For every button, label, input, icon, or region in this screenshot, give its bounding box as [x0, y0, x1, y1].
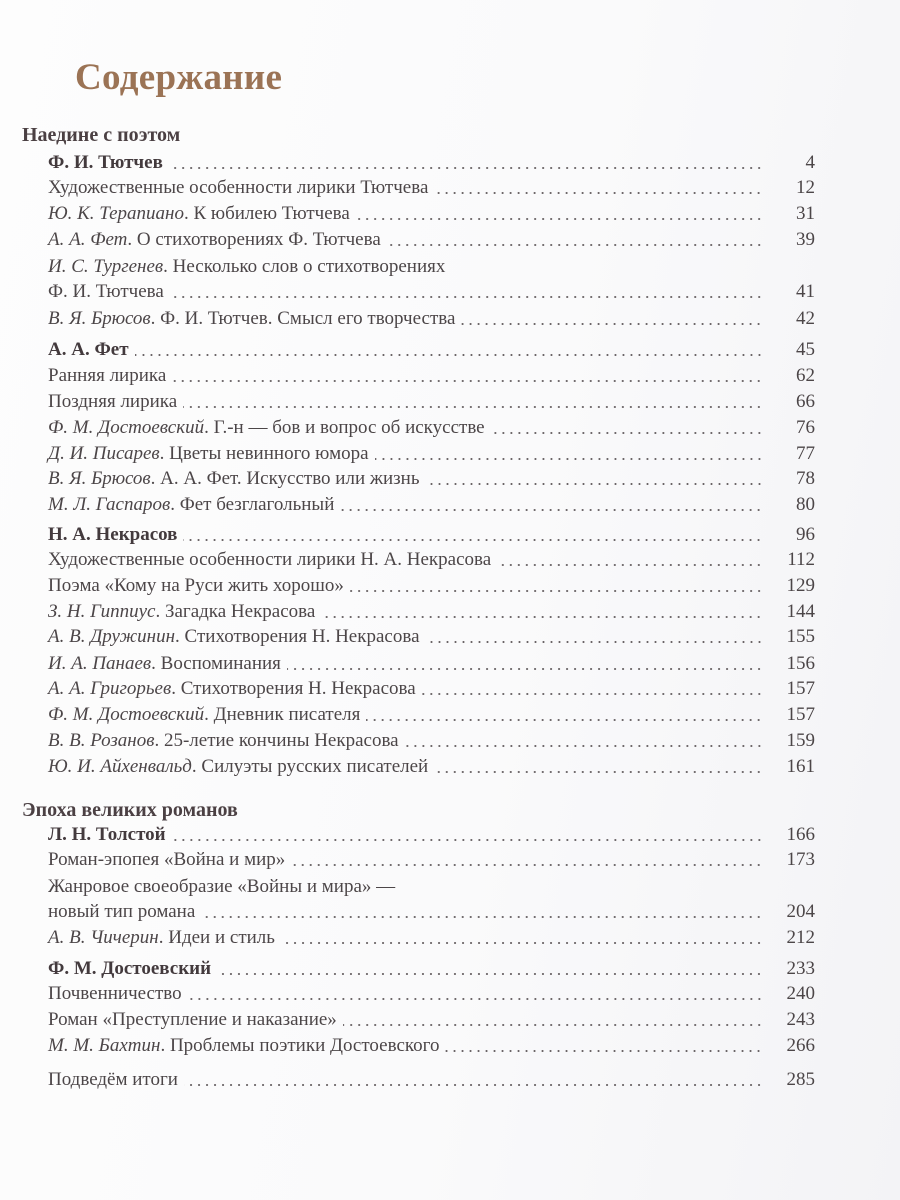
toc-entry[interactable] — [48, 363, 815, 389]
page-number: 42 — [796, 308, 815, 329]
entry-author: В. В. Розанов — [48, 730, 155, 751]
leader-dots — [350, 589, 763, 593]
entry-label: В. Я. Брюсов. А. А. Фет. Искусство или жизнь — [48, 468, 420, 489]
toc-entry[interactable] — [48, 175, 815, 201]
leader-dots — [387, 243, 763, 247]
leader-dots — [172, 379, 763, 383]
toc-entry[interactable] — [48, 874, 815, 900]
entry-label: И. А. Панаев. Воспоминания — [48, 653, 281, 674]
section-heading-epokha[interactable]: Эпоха великих романов — [22, 799, 238, 821]
leader-dots — [201, 915, 763, 919]
leader-dots — [321, 615, 763, 619]
page-number: 112 — [787, 549, 815, 570]
leader-dots — [491, 431, 763, 435]
leader-dots — [169, 166, 763, 170]
entry-label: Ф. М. Достоевский. Г.-н — бов и вопрос об искусстве — [48, 417, 485, 438]
entry-label: А. А. Григорьев. Стихотворения Н. Некрасова — [48, 678, 416, 699]
page-number: 204 — [786, 901, 815, 922]
leader-dots — [340, 508, 763, 512]
page-number: 96 — [796, 524, 815, 545]
toc-entry[interactable] — [48, 279, 815, 305]
entry-author: Ф. М. Достоевский — [48, 704, 205, 725]
entry-label: А. А. Фет — [48, 339, 129, 360]
entry-author: А. В. Дружинин — [48, 626, 176, 647]
page-number: 62 — [796, 365, 815, 386]
entry-author: Ю. И. Айхенвальд — [48, 756, 192, 777]
entry-label: И. С. Тургенев. Несколько слов о стихотворениях — [48, 256, 446, 277]
toc-entry-tyutchev[interactable] — [48, 150, 815, 176]
entry-label: А. В. Чичерин. Идеи и стиль — [48, 927, 275, 948]
entry-label: З. Н. Гиппиус. Загадка Некрасова — [48, 601, 316, 622]
entry-author: В. Я. Брюсов — [48, 308, 151, 329]
leader-dots — [217, 972, 763, 976]
toc-entry[interactable] — [48, 254, 815, 280]
page-title: Содержание — [75, 57, 283, 98]
toc-entry[interactable] — [48, 651, 815, 677]
leader-dots — [375, 457, 763, 461]
leader-dots — [343, 1023, 763, 1027]
leader-dots — [426, 482, 764, 486]
entry-label: Ф. И. Тютчев — [48, 152, 163, 173]
page-number: 156 — [786, 653, 815, 674]
entry-label: Ю. И. Айхенвальд. Силуэты русских писателей — [48, 756, 429, 777]
toc-entry[interactable] — [48, 227, 815, 253]
leader-dots — [356, 217, 763, 221]
entry-label: Художественные особенности лирики Н. А. Некрасова — [48, 549, 492, 570]
toc-entry[interactable] — [48, 676, 815, 702]
entry-author: Д. И. Писарев — [48, 443, 160, 464]
page-number: 45 — [796, 339, 815, 360]
entry-label: Почвенничество — [48, 983, 182, 1004]
toc-entry[interactable] — [48, 599, 815, 625]
toc-entry[interactable] — [48, 441, 815, 467]
page-number: 161 — [786, 756, 815, 777]
page-number: 77 — [796, 443, 815, 464]
page-number: 31 — [796, 203, 815, 224]
entry-label: Ф. М. Достоевский — [48, 958, 212, 979]
leader-dots — [281, 941, 763, 945]
page-number: 4 — [805, 152, 815, 173]
page-number: 12 — [796, 177, 815, 198]
page-number: 166 — [786, 824, 815, 845]
leader-dots — [135, 353, 763, 357]
entry-author: А. А. Григорьев — [48, 678, 172, 699]
leader-dots — [434, 770, 763, 774]
entry-label: Ю. К. Терапиано. К юбилею Тютчева — [48, 203, 350, 224]
leader-dots — [184, 1083, 763, 1087]
page-number: 157 — [786, 678, 815, 699]
page-number: 129 — [786, 575, 815, 596]
page-number: 157 — [786, 704, 815, 725]
entry-label: Ф. И. Тютчева — [48, 281, 164, 302]
toc-entry[interactable] — [48, 389, 815, 415]
entry-label: Жанровое своеобразие «Войны и мира» — — [48, 876, 396, 897]
entry-author: Ю. К. Терапиано — [48, 203, 184, 224]
leader-dots — [287, 667, 763, 671]
page-number: 233 — [786, 958, 815, 979]
toc-entry[interactable] — [48, 201, 815, 227]
leader-dots — [188, 997, 763, 1001]
toc-entry-dostoevsky[interactable] — [48, 956, 815, 982]
leader-dots — [405, 744, 763, 748]
page-number: 212 — [786, 927, 815, 948]
toc-entry[interactable] — [48, 925, 815, 951]
page-number: 39 — [796, 229, 815, 250]
toc-entry[interactable] — [48, 754, 815, 780]
entry-author: Ф. М. Достоевский — [48, 417, 205, 438]
toc-entry[interactable] — [48, 702, 815, 728]
toc-entry[interactable] — [48, 492, 815, 518]
page-number: 41 — [796, 281, 815, 302]
leader-dots — [183, 405, 763, 409]
page-number: 243 — [786, 1009, 815, 1030]
entry-label: Роман-эпопея «Война и мир» — [48, 849, 286, 870]
toc-entry[interactable] — [48, 1007, 815, 1033]
entry-label: Ф. М. Достоевский. Дневник писателя — [48, 704, 361, 725]
leader-dots — [183, 538, 763, 542]
page-number: 155 — [786, 626, 815, 647]
entry-author: З. Н. Гиппиус — [48, 601, 156, 622]
leader-dots — [497, 563, 763, 567]
toc-entry-fet[interactable] — [48, 337, 815, 363]
leader-dots — [366, 718, 763, 722]
page-number: 78 — [796, 468, 815, 489]
entry-label: Поэма «Кому на Руси жить хорошо» — [48, 575, 344, 596]
page-number: 66 — [796, 391, 815, 412]
entry-label: А. А. Фет. О стихотворениях Ф. Тютчева — [48, 229, 381, 250]
entry-author: М. М. Бахтин — [48, 1035, 161, 1056]
entry-label: Подведём итоги — [48, 1069, 178, 1090]
entry-label: Н. А. Некрасов — [48, 524, 178, 545]
page-number: 266 — [786, 1035, 815, 1056]
page-number: 80 — [796, 494, 815, 515]
toc-entry[interactable] — [48, 624, 815, 650]
entry-author: М. Л. Гаспаров — [48, 494, 171, 515]
toc-entry[interactable] — [48, 728, 815, 754]
entry-label: М. Л. Гаспаров. Фет безглагольный — [48, 494, 335, 515]
page-number: 76 — [796, 417, 815, 438]
entry-author: А. А. Фет — [48, 229, 128, 250]
toc-entry[interactable] — [48, 415, 815, 441]
toc-entry[interactable] — [48, 899, 815, 925]
page-number: 159 — [786, 730, 815, 751]
leader-dots — [426, 640, 764, 644]
entry-label: М. М. Бахтин. Проблемы поэтики Достоевского — [48, 1035, 440, 1056]
page-number: 144 — [786, 601, 815, 622]
toc-entry[interactable] — [48, 573, 815, 599]
entry-author: В. Я. Брюсов — [48, 468, 151, 489]
entry-label: В. В. Розанов. 25-летие кончины Некрасова — [48, 730, 399, 751]
entry-label: Д. И. Писарев. Цветы невинного юмора — [48, 443, 369, 464]
toc-entry[interactable] — [48, 547, 815, 573]
entry-label: Художественные особенности лирики Тютчева — [48, 177, 429, 198]
entry-label: А. В. Дружинин. Стихотворения Н. Некрасова — [48, 626, 420, 647]
entry-label: Л. Н. Толстой — [48, 824, 166, 845]
leader-dots — [445, 1049, 763, 1053]
section-heading-naedine[interactable]: Наедине с поэтом — [22, 124, 181, 146]
toc-entry-nekrasov[interactable] — [48, 522, 815, 548]
toc-entry[interactable] — [48, 981, 815, 1007]
leader-dots — [461, 322, 763, 326]
leader-dots — [291, 863, 763, 867]
leader-dots — [434, 191, 763, 195]
entry-label: В. Я. Брюсов. Ф. И. Тютчев. Смысл его творчества — [48, 308, 456, 329]
page-number: 240 — [786, 983, 815, 1004]
entry-label: Ранняя лирика — [48, 365, 167, 386]
entry-author: И. С. Тургенев — [48, 256, 164, 277]
leader-dots — [170, 295, 763, 299]
page-number: 285 — [786, 1069, 815, 1090]
toc-entry[interactable] — [48, 466, 815, 492]
toc-entry[interactable] — [48, 847, 815, 873]
page-number: 173 — [786, 849, 815, 870]
toc-entry-tolstoy[interactable] — [48, 822, 815, 848]
toc-entry-closing[interactable] — [48, 1067, 815, 1093]
toc-entry[interactable] — [48, 306, 815, 332]
entry-label: новый тип романа — [48, 901, 196, 922]
entry-label: Поздняя лирика — [48, 391, 178, 412]
leader-dots — [422, 692, 763, 696]
entry-author: И. А. Панаев — [48, 653, 152, 674]
entry-author: А. В. Чичерин — [48, 927, 159, 948]
leader-dots — [172, 838, 763, 842]
toc-entry[interactable] — [48, 1033, 815, 1059]
entry-label: Роман «Преступление и наказание» — [48, 1009, 337, 1030]
